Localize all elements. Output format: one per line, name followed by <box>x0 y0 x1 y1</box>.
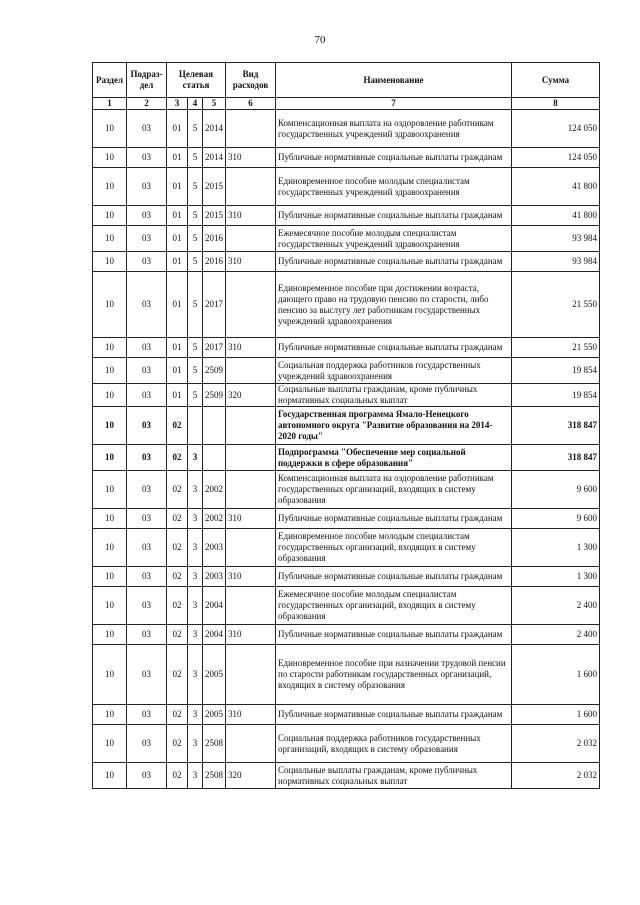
razdel-cell: 10 <box>93 358 127 384</box>
celevaya-statya-code-cell: 2014 <box>203 148 226 168</box>
table-row <box>93 445 600 471</box>
podrazdel-cell: 03 <box>127 252 167 272</box>
celevaya-statya-program-cell: 01 <box>167 226 188 252</box>
summa-cell: 41 800 <box>512 206 600 226</box>
vid-rashodov-cell <box>226 272 276 338</box>
naimenovanie-cell: Публичные нормативные социальные выплаты гражданам <box>276 567 512 587</box>
header-summa: Сумма <box>512 63 600 98</box>
table-row <box>93 206 600 226</box>
celevaya-statya-code-cell <box>203 445 226 471</box>
celevaya-statya-subprogram-cell: 5 <box>188 206 203 226</box>
header-razdel: Раздел <box>93 63 127 98</box>
vid-rashodov-cell <box>226 645 276 705</box>
razdel-cell: 10 <box>93 645 127 705</box>
celevaya-statya-subprogram-cell: 5 <box>188 226 203 252</box>
naimenovanie-cell: Компенсационная выплата на оздоровление работникам государственных организаций, входящих в систему образования <box>276 471 512 509</box>
vid-rashodov-cell: 310 <box>226 625 276 645</box>
header-row <box>93 63 600 98</box>
vid-rashodov-cell <box>226 407 276 445</box>
podrazdel-cell: 03 <box>127 725 167 763</box>
celevaya-statya-code-cell: 2017 <box>203 272 226 338</box>
celevaya-statya-code-cell: 2509 <box>203 358 226 384</box>
table-row <box>93 272 600 338</box>
naimenovanie-cell: Единовременное пособие при достижении возраста, дающего право на трудовую пенсию по старости, либо пенсию за выслугу лет работникам государственных учреждений здравоохранения <box>276 272 512 338</box>
celevaya-statya-subprogram-cell: 5 <box>188 168 203 206</box>
table-row <box>93 705 600 725</box>
header-podrazdel: Подраз-дел <box>127 63 167 98</box>
summa-cell: 2 400 <box>512 587 600 625</box>
column-number: 8 <box>512 98 600 110</box>
naimenovanie-cell: Публичные нормативные социальные выплаты гражданам <box>276 705 512 725</box>
vid-rashodov-cell <box>226 445 276 471</box>
podrazdel-cell: 03 <box>127 645 167 705</box>
celevaya-statya-subprogram-cell: 3 <box>188 705 203 725</box>
razdel-cell: 10 <box>93 168 127 206</box>
naimenovanie-cell: Публичные нормативные социальные выплаты гражданам <box>276 252 512 272</box>
naimenovanie-cell: Единовременное пособие при назначении трудовой пенсии по старости работникам государственных организаций, входящих в систему образования <box>276 645 512 705</box>
celevaya-statya-code-cell: 2017 <box>203 338 226 358</box>
celevaya-statya-code-cell <box>203 407 226 445</box>
table-row <box>93 645 600 705</box>
celevaya-statya-subprogram-cell: 5 <box>188 110 203 148</box>
naimenovanie-cell: Социальные выплаты гражданам, кроме публичных нормативных социальных выплат <box>276 384 512 407</box>
celevaya-statya-program-cell: 01 <box>167 148 188 168</box>
summa-cell: 19 854 <box>512 384 600 407</box>
celevaya-statya-program-cell: 01 <box>167 358 188 384</box>
podrazdel-cell: 03 <box>127 567 167 587</box>
razdel-cell: 10 <box>93 625 127 645</box>
summa-cell: 93 984 <box>512 252 600 272</box>
table-row <box>93 587 600 625</box>
podrazdel-cell: 03 <box>127 509 167 529</box>
celevaya-statya-program-cell: 02 <box>167 509 188 529</box>
razdel-cell: 10 <box>93 110 127 148</box>
celevaya-statya-subprogram-cell: 3 <box>188 625 203 645</box>
podrazdel-cell: 03 <box>127 384 167 407</box>
naimenovanie-cell: Социальная поддержка работников государственных учреждений здравоохранения <box>276 358 512 384</box>
podrazdel-cell: 03 <box>127 587 167 625</box>
celevaya-statya-subprogram-cell: 3 <box>188 509 203 529</box>
naimenovanie-cell: Единовременное пособие молодым специалистам государственных учреждений здравоохранения <box>276 168 512 206</box>
celevaya-statya-subprogram-cell: 5 <box>188 338 203 358</box>
table-row <box>93 509 600 529</box>
naimenovanie-cell: Публичные нормативные социальные выплаты гражданам <box>276 338 512 358</box>
celevaya-statya-code-cell: 2015 <box>203 168 226 206</box>
naimenovanie-cell: Ежемесячное пособие молодым специалистам государственных учреждений здравоохранения <box>276 226 512 252</box>
celevaya-statya-subprogram-cell <box>188 407 203 445</box>
summa-cell: 124 050 <box>512 148 600 168</box>
column-number-row <box>93 98 600 110</box>
razdel-cell: 10 <box>93 567 127 587</box>
column-number: 1 <box>93 98 127 110</box>
summa-cell: 124 050 <box>512 110 600 148</box>
table-row <box>93 763 600 789</box>
celevaya-statya-code-cell: 2005 <box>203 705 226 725</box>
celevaya-statya-code-cell: 2016 <box>203 252 226 272</box>
celevaya-statya-code-cell: 2014 <box>203 110 226 148</box>
celevaya-statya-program-cell: 02 <box>167 407 188 445</box>
table-row <box>93 148 600 168</box>
celevaya-statya-code-cell: 2508 <box>203 763 226 789</box>
celevaya-statya-program-cell: 01 <box>167 338 188 358</box>
table-row <box>93 725 600 763</box>
summa-cell: 1 300 <box>512 567 600 587</box>
summa-cell: 2 400 <box>512 625 600 645</box>
table-row <box>93 338 600 358</box>
summa-cell: 9 600 <box>512 509 600 529</box>
naimenovanie-cell: Подпрограмма "Обеспечение мер социальной поддержки в сфере образования" <box>276 445 512 471</box>
summa-cell: 1 600 <box>512 705 600 725</box>
vid-rashodov-cell: 310 <box>226 509 276 529</box>
celevaya-statya-program-cell: 01 <box>167 110 188 148</box>
razdel-cell: 10 <box>93 509 127 529</box>
razdel-cell: 10 <box>93 206 127 226</box>
podrazdel-cell: 03 <box>127 110 167 148</box>
summa-cell: 93 984 <box>512 226 600 252</box>
vid-rashodov-cell <box>226 725 276 763</box>
table-row <box>93 407 600 445</box>
podrazdel-cell: 03 <box>127 529 167 567</box>
celevaya-statya-program-cell: 02 <box>167 763 188 789</box>
vid-rashodov-cell <box>226 168 276 206</box>
table-row <box>93 358 600 384</box>
column-number: 2 <box>127 98 167 110</box>
celevaya-statya-subprogram-cell: 3 <box>188 529 203 567</box>
razdel-cell: 10 <box>93 529 127 567</box>
naimenovanie-cell: Ежемесячное пособие молодым специалистам государственных организаций, входящих в систему образования <box>276 587 512 625</box>
table-row <box>93 567 600 587</box>
podrazdel-cell: 03 <box>127 148 167 168</box>
razdel-cell: 10 <box>93 148 127 168</box>
razdel-cell: 10 <box>93 272 127 338</box>
celevaya-statya-code-cell: 2508 <box>203 725 226 763</box>
celevaya-statya-code-cell: 2005 <box>203 645 226 705</box>
summa-cell: 9 600 <box>512 471 600 509</box>
celevaya-statya-subprogram-cell: 3 <box>188 567 203 587</box>
razdel-cell: 10 <box>93 445 127 471</box>
razdel-cell: 10 <box>93 407 127 445</box>
celevaya-statya-subprogram-cell: 3 <box>188 587 203 625</box>
naimenovanie-cell: Компенсационная выплата на оздоровление работникам государственных учреждений здравоохранения <box>276 110 512 148</box>
celevaya-statya-code-cell: 2004 <box>203 587 226 625</box>
razdel-cell: 10 <box>93 252 127 272</box>
summa-cell: 21 550 <box>512 338 600 358</box>
vid-rashodov-cell: 320 <box>226 384 276 407</box>
podrazdel-cell: 03 <box>127 625 167 645</box>
celevaya-statya-subprogram-cell: 5 <box>188 358 203 384</box>
column-number: 6 <box>226 98 276 110</box>
podrazdel-cell: 03 <box>127 338 167 358</box>
column-number: 3 <box>167 98 188 110</box>
column-number: 5 <box>203 98 226 110</box>
celevaya-statya-subprogram-cell: 5 <box>188 384 203 407</box>
naimenovanie-cell: Публичные нормативные социальные выплаты гражданам <box>276 509 512 529</box>
celevaya-statya-program-cell: 02 <box>167 725 188 763</box>
summa-cell: 318 847 <box>512 407 600 445</box>
celevaya-statya-subprogram-cell: 5 <box>188 148 203 168</box>
table-row <box>93 471 600 509</box>
summa-cell: 2 032 <box>512 763 600 789</box>
naimenovanie-cell: Публичные нормативные социальные выплаты гражданам <box>276 148 512 168</box>
naimenovanie-cell: Социальные выплаты гражданам, кроме публичных нормативных социальных выплат <box>276 763 512 789</box>
header-naimenovanie: Наименование <box>276 63 512 98</box>
celevaya-statya-code-cell: 2509 <box>203 384 226 407</box>
naimenovanie-cell: Публичные нормативные социальные выплаты гражданам <box>276 206 512 226</box>
celevaya-statya-code-cell: 2003 <box>203 567 226 587</box>
razdel-cell: 10 <box>93 471 127 509</box>
razdel-cell: 10 <box>93 587 127 625</box>
summa-cell: 2 032 <box>512 725 600 763</box>
podrazdel-cell: 03 <box>127 471 167 509</box>
table-body <box>93 110 600 789</box>
celevaya-statya-code-cell: 2015 <box>203 206 226 226</box>
razdel-cell: 10 <box>93 725 127 763</box>
podrazdel-cell: 03 <box>127 206 167 226</box>
vid-rashodov-cell: 310 <box>226 206 276 226</box>
table-row <box>93 168 600 206</box>
celevaya-statya-program-cell: 02 <box>167 471 188 509</box>
podrazdel-cell: 03 <box>127 272 167 338</box>
vid-rashodov-cell <box>226 358 276 384</box>
vid-rashodov-cell: 320 <box>226 763 276 789</box>
podrazdel-cell: 03 <box>127 168 167 206</box>
summa-cell: 318 847 <box>512 445 600 471</box>
celevaya-statya-program-cell: 01 <box>167 272 188 338</box>
naimenovanie-cell: Социальная поддержка работников государственных организаций, входящих в систему образования <box>276 725 512 763</box>
summa-cell: 1 600 <box>512 645 600 705</box>
celevaya-statya-program-cell: 02 <box>167 567 188 587</box>
celevaya-statya-program-cell: 02 <box>167 529 188 567</box>
podrazdel-cell: 03 <box>127 763 167 789</box>
summa-cell: 21 550 <box>512 272 600 338</box>
vid-rashodov-cell: 310 <box>226 338 276 358</box>
summa-cell: 19 854 <box>512 358 600 384</box>
celevaya-statya-code-cell: 2016 <box>203 226 226 252</box>
summa-cell: 1 300 <box>512 529 600 567</box>
celevaya-statya-subprogram-cell: 3 <box>188 763 203 789</box>
celevaya-statya-subprogram-cell: 3 <box>188 471 203 509</box>
celevaya-statya-program-cell: 02 <box>167 445 188 471</box>
vid-rashodov-cell: 310 <box>226 148 276 168</box>
header-celevaya-statya: Целевая статья <box>167 63 226 98</box>
table-row <box>93 384 600 407</box>
razdel-cell: 10 <box>93 226 127 252</box>
celevaya-statya-subprogram-cell: 3 <box>188 445 203 471</box>
table-row <box>93 252 600 272</box>
celevaya-statya-program-cell: 01 <box>167 384 188 407</box>
vid-rashodov-cell <box>226 110 276 148</box>
podrazdel-cell: 03 <box>127 407 167 445</box>
celevaya-statya-subprogram-cell: 5 <box>188 272 203 338</box>
celevaya-statya-subprogram-cell: 3 <box>188 645 203 705</box>
podrazdel-cell: 03 <box>127 705 167 725</box>
celevaya-statya-program-cell: 02 <box>167 625 188 645</box>
naimenovanie-cell: Единовременное пособие молодым специалистам государственных организаций, входящих в систему образования <box>276 529 512 567</box>
vid-rashodov-cell <box>226 471 276 509</box>
celevaya-statya-code-cell: 2002 <box>203 471 226 509</box>
celevaya-statya-program-cell: 02 <box>167 705 188 725</box>
vid-rashodov-cell: 310 <box>226 567 276 587</box>
vid-rashodov-cell: 310 <box>226 252 276 272</box>
column-number: 7 <box>276 98 512 110</box>
summa-cell: 41 800 <box>512 168 600 206</box>
vid-rashodov-cell <box>226 587 276 625</box>
vid-rashodov-cell <box>226 529 276 567</box>
razdel-cell: 10 <box>93 338 127 358</box>
table-row <box>93 110 600 148</box>
celevaya-statya-program-cell: 02 <box>167 645 188 705</box>
celevaya-statya-program-cell: 02 <box>167 587 188 625</box>
podrazdel-cell: 03 <box>127 358 167 384</box>
naimenovanie-cell: Публичные нормативные социальные выплаты гражданам <box>276 625 512 645</box>
celevaya-statya-code-cell: 2002 <box>203 509 226 529</box>
celevaya-statya-subprogram-cell: 5 <box>188 252 203 272</box>
celevaya-statya-code-cell: 2003 <box>203 529 226 567</box>
podrazdel-cell: 03 <box>127 445 167 471</box>
celevaya-statya-program-cell: 01 <box>167 168 188 206</box>
header-vid-rashodov: Вид расходов <box>226 63 276 98</box>
naimenovanie-cell: Государственная программа Ямало-Ненецкого автономного округа "Развитие образования на 2014-2020 годы" <box>276 407 512 445</box>
podrazdel-cell: 03 <box>127 226 167 252</box>
table-row <box>93 625 600 645</box>
celevaya-statya-program-cell: 01 <box>167 206 188 226</box>
table-row <box>93 226 600 252</box>
vid-rashodov-cell: 310 <box>226 705 276 725</box>
razdel-cell: 10 <box>93 763 127 789</box>
vid-rashodov-cell <box>226 226 276 252</box>
table-row <box>93 529 600 567</box>
celevaya-statya-program-cell: 01 <box>167 252 188 272</box>
razdel-cell: 10 <box>93 384 127 407</box>
celevaya-statya-code-cell: 2004 <box>203 625 226 645</box>
budget-table <box>92 62 600 789</box>
razdel-cell: 10 <box>93 705 127 725</box>
column-number: 4 <box>188 98 203 110</box>
celevaya-statya-subprogram-cell: 3 <box>188 725 203 763</box>
page-number: 70 <box>314 34 326 46</box>
